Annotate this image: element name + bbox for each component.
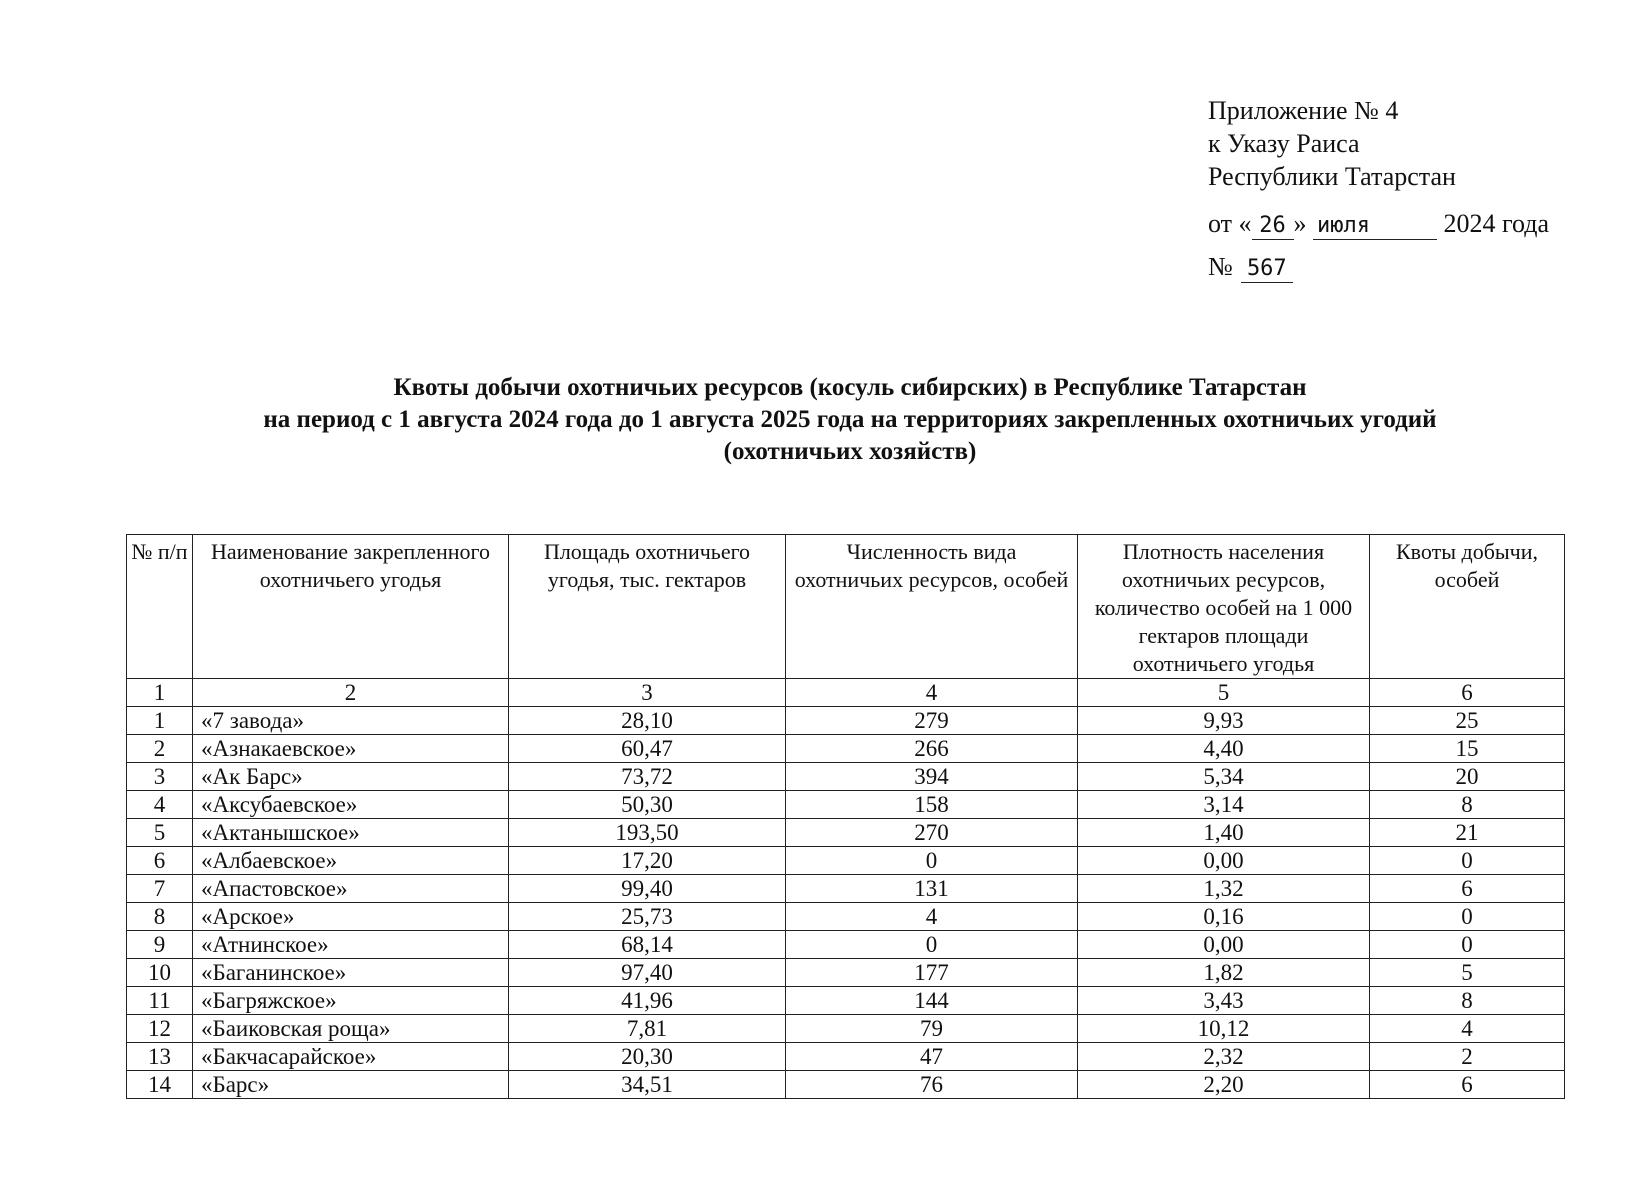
date-mid: » — [1293, 209, 1307, 238]
row-number-cell: 9 — [127, 931, 193, 959]
row-number-cell: 12 — [127, 1015, 193, 1043]
table-row — [127, 763, 1565, 791]
density-cell: 0,00 — [1078, 847, 1370, 875]
quota-cell: 0 — [1370, 931, 1565, 959]
row-number-cell: 5 — [127, 819, 193, 847]
density-cell: 0,00 — [1078, 931, 1370, 959]
row-number-cell: 13 — [127, 1043, 193, 1071]
hunting-ground-name-cell: «Атнинское» — [193, 931, 509, 959]
density-cell: 2,20 — [1078, 1071, 1370, 1099]
quota-cell: 4 — [1370, 1015, 1565, 1043]
population-cell: 76 — [786, 1071, 1078, 1099]
population-cell: 266 — [786, 735, 1078, 763]
density-cell: 0,16 — [1078, 903, 1370, 931]
area-cell: 25,73 — [509, 903, 786, 931]
density-cell: 3,14 — [1078, 791, 1370, 819]
column-number: 4 — [786, 679, 1078, 707]
hunting-ground-name-cell: «Апастовское» — [193, 875, 509, 903]
hunting-ground-name-cell: «Азнакаевское» — [193, 735, 509, 763]
document-title — [100, 372, 1600, 468]
area-cell: 34,51 — [509, 1071, 786, 1099]
row-number-cell: 3 — [127, 763, 193, 791]
table-row — [127, 959, 1565, 987]
area-cell: 60,47 — [509, 735, 786, 763]
hunting-ground-name-cell: «Баиковская роща» — [193, 1015, 509, 1043]
population-cell: 394 — [786, 763, 1078, 791]
population-cell: 279 — [786, 707, 1078, 735]
population-cell: 0 — [786, 847, 1078, 875]
hunting-ground-name-cell: «Баганинское» — [193, 959, 509, 987]
date-day: 26 — [1252, 213, 1294, 240]
decree-number — [1208, 250, 1549, 283]
number-prefix: № — [1208, 252, 1233, 281]
row-number-cell: 1 — [127, 707, 193, 735]
table-row — [127, 847, 1565, 875]
table-row — [127, 707, 1565, 735]
table-row — [127, 903, 1565, 931]
row-number-cell: 6 — [127, 847, 193, 875]
quota-cell: 20 — [1370, 763, 1565, 791]
row-number-cell: 2 — [127, 735, 193, 763]
appendix-block — [1208, 94, 1549, 283]
population-cell: 131 — [786, 875, 1078, 903]
density-cell: 1,32 — [1078, 875, 1370, 903]
density-cell: 3,43 — [1078, 987, 1370, 1015]
hunting-ground-name-cell: «Аксубаевское» — [193, 791, 509, 819]
area-cell: 68,14 — [509, 931, 786, 959]
area-cell: 17,20 — [509, 847, 786, 875]
appendix-line-3: Республики Татарстан — [1208, 162, 1456, 191]
population-cell: 4 — [786, 903, 1078, 931]
table-row — [127, 987, 1565, 1015]
hunting-ground-name-cell: «Бакчасарайское» — [193, 1043, 509, 1071]
density-cell: 5,34 — [1078, 763, 1370, 791]
area-cell: 20,30 — [509, 1043, 786, 1071]
header-quota: Квоты добычи, особей — [1370, 535, 1565, 679]
quota-cell: 6 — [1370, 1071, 1565, 1099]
quota-cell: 8 — [1370, 987, 1565, 1015]
hunting-ground-name-cell: «Албаевское» — [193, 847, 509, 875]
area-cell: 50,30 — [509, 791, 786, 819]
population-cell: 270 — [786, 819, 1078, 847]
column-number: 6 — [1370, 679, 1565, 707]
quota-cell: 6 — [1370, 875, 1565, 903]
table-header-row — [127, 535, 1565, 679]
appendix-line-1: Приложение № 4 — [1208, 96, 1399, 125]
column-number: 1 — [127, 679, 193, 707]
date-prefix: от « — [1208, 209, 1252, 238]
quota-cell: 25 — [1370, 707, 1565, 735]
column-number-row — [127, 679, 1565, 707]
number-value: 567 — [1241, 256, 1293, 283]
population-cell: 177 — [786, 959, 1078, 987]
hunting-ground-name-cell: «Барс» — [193, 1071, 509, 1099]
quota-table — [126, 534, 1565, 1099]
quota-cell: 0 — [1370, 847, 1565, 875]
population-cell: 144 — [786, 987, 1078, 1015]
area-cell: 99,40 — [509, 875, 786, 903]
appendix-line-2: к Указу Раиса — [1208, 129, 1360, 158]
quota-cell: 15 — [1370, 735, 1565, 763]
hunting-ground-name-cell: «Арское» — [193, 903, 509, 931]
population-cell: 47 — [786, 1043, 1078, 1071]
row-number-cell: 14 — [127, 1071, 193, 1099]
area-cell: 193,50 — [509, 819, 786, 847]
quota-cell: 5 — [1370, 959, 1565, 987]
row-number-cell: 7 — [127, 875, 193, 903]
area-cell: 41,96 — [509, 987, 786, 1015]
quota-cell: 21 — [1370, 819, 1565, 847]
header-name: Наименование закрепленного охотничьего угодья — [193, 535, 509, 679]
decree-date — [1208, 207, 1549, 240]
area-cell: 28,10 — [509, 707, 786, 735]
row-number-cell: 11 — [127, 987, 193, 1015]
table-row — [127, 735, 1565, 763]
density-cell: 4,40 — [1078, 735, 1370, 763]
area-cell: 7,81 — [509, 1015, 786, 1043]
hunting-ground-name-cell: «Багряжское» — [193, 987, 509, 1015]
row-number-cell: 10 — [127, 959, 193, 987]
column-number: 3 — [509, 679, 786, 707]
quota-cell: 8 — [1370, 791, 1565, 819]
hunting-ground-name-cell: «Ак Барс» — [193, 763, 509, 791]
population-cell: 79 — [786, 1015, 1078, 1043]
row-number-cell: 4 — [127, 791, 193, 819]
table-row — [127, 1071, 1565, 1099]
title-line-1: Квоты добычи охотничьих ресурсов (косуль сибирских) в Республике Татарстан — [393, 374, 1307, 401]
density-cell: 1,82 — [1078, 959, 1370, 987]
date-year: 2024 года — [1443, 209, 1550, 238]
population-cell: 158 — [786, 791, 1078, 819]
column-number: 5 — [1078, 679, 1370, 707]
table-row — [127, 791, 1565, 819]
table-row — [127, 819, 1565, 847]
header-population: Численность вида охотничьих ресурсов, особей — [786, 535, 1078, 679]
table-row — [127, 931, 1565, 959]
date-month: июля — [1313, 213, 1437, 240]
population-cell: 0 — [786, 931, 1078, 959]
row-number-cell: 8 — [127, 903, 193, 931]
hunting-ground-name-cell: «7 завода» — [193, 707, 509, 735]
title-line-2: на период с 1 августа 2024 года до 1 августа 2025 года на территориях закрепленных охотничьих угодий — [263, 406, 1437, 433]
hunting-ground-name-cell: «Актанышское» — [193, 819, 509, 847]
quota-cell: 2 — [1370, 1043, 1565, 1071]
table-row — [127, 875, 1565, 903]
header-area: Площадь охотничьего угодья, тыс. гектаров — [509, 535, 786, 679]
header-number: № п/п — [127, 535, 193, 679]
density-cell: 1,40 — [1078, 819, 1370, 847]
table-row — [127, 1043, 1565, 1071]
area-cell: 97,40 — [509, 959, 786, 987]
area-cell: 73,72 — [509, 763, 786, 791]
density-cell: 10,12 — [1078, 1015, 1370, 1043]
header-density: Плотность населения охотничьих ресурсов, количество особей на 1 000 гектаров площади охотничьего угодья — [1078, 535, 1370, 679]
column-number: 2 — [193, 679, 509, 707]
table-row — [127, 1015, 1565, 1043]
title-line-3: (охотничьих хозяйств) — [723, 438, 977, 465]
quota-cell: 0 — [1370, 903, 1565, 931]
density-cell: 2,32 — [1078, 1043, 1370, 1071]
density-cell: 9,93 — [1078, 707, 1370, 735]
